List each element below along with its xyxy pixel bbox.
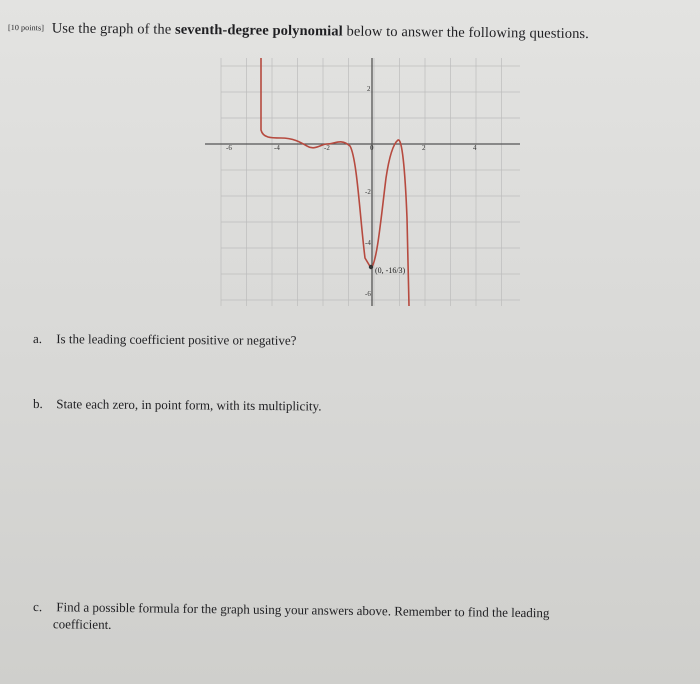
x-tick-label: -2 [324,144,330,152]
question-a-label: a. [32,331,43,347]
header-text-before: Use the graph of the [51,20,172,38]
polynomial-graph [205,58,520,308]
y-tick-label: -4 [365,239,371,247]
x-tick-label: 0 [370,144,374,152]
question-c [33,598,693,640]
question-b-label: b. [32,396,43,412]
question-a [33,331,297,349]
question-c-text-line2: coefficient. [52,616,112,632]
question-c-label: c. [33,599,43,615]
question-b [33,396,322,415]
points-label: [10 points] [7,23,45,33]
y-tick-label: -6 [365,290,371,298]
x-tick-label: 4 [473,144,477,152]
question-b-text: State each zero, in point form, with its multiplicity. [56,396,322,414]
y-tick-label: 2 [367,85,371,93]
header-text-after: below to answer the following questions. [346,23,590,43]
x-tick-label: -4 [274,144,280,152]
y-tick-label: -2 [365,188,371,196]
header-text-bold: seventh-degree polynomial [174,21,343,40]
question-c-text-line1: Find a possible formula for the graph using your answers above. Remember to find the leading [56,599,550,621]
question-a-text: Is the leading coefficient positive or negative? [56,331,297,348]
point-label: (0, -16/3) [375,266,406,275]
x-tick-label: 2 [422,144,426,152]
question-header [8,20,688,44]
graph-axes [205,58,520,306]
x-tick-label: -6 [226,144,232,152]
point-marker [369,265,373,269]
